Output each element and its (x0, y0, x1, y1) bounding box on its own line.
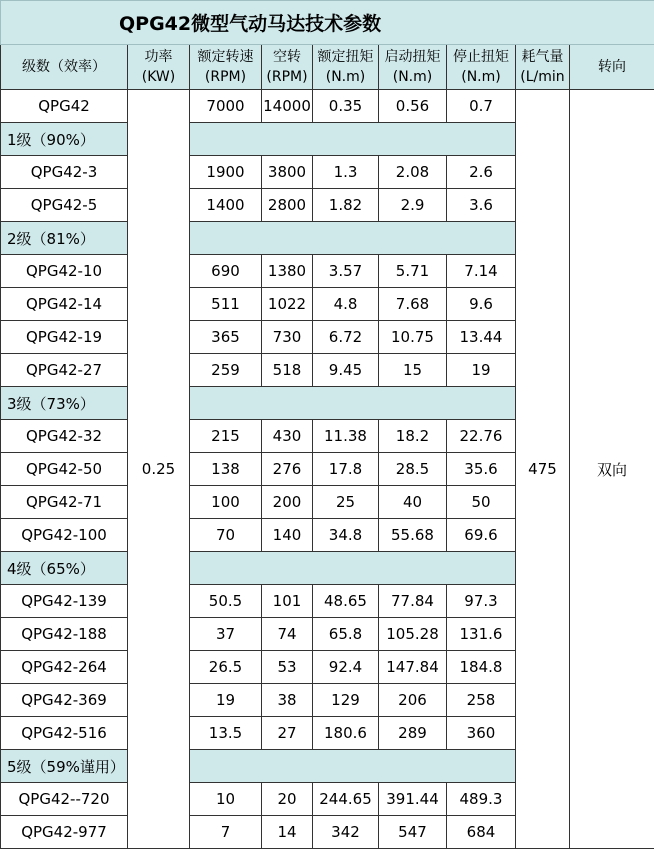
stop-cell: 489.3 (447, 783, 516, 816)
idle-cell: 3800 (262, 156, 313, 189)
level-fill (190, 750, 516, 783)
start-cell: 10.75 (379, 321, 447, 354)
rated-cell: 48.65 (313, 585, 379, 618)
idle-cell: 14000 (262, 90, 313, 123)
model-cell: QPG42-264 (1, 651, 128, 684)
stop-cell: 258 (447, 684, 516, 717)
start-cell: 5.71 (379, 255, 447, 288)
table-title: QPG42微型气动马达技术参数 (1, 1, 654, 45)
start-cell: 391.44 (379, 783, 447, 816)
stop-cell: 2.6 (447, 156, 516, 189)
model-cell: QPG42-139 (1, 585, 128, 618)
level-label: 3级（73%） (1, 387, 128, 420)
table-row (1, 90, 654, 123)
start-cell: 77.84 (379, 585, 447, 618)
start-cell: 147.84 (379, 651, 447, 684)
rated-cell: 6.72 (313, 321, 379, 354)
speed-cell: 690 (190, 255, 262, 288)
speed-cell: 37 (190, 618, 262, 651)
model-cell: QPG42-5 (1, 189, 128, 222)
speed-cell: 7000 (190, 90, 262, 123)
model-cell: QPG42-14 (1, 288, 128, 321)
start-cell: 2.08 (379, 156, 447, 189)
speed-cell: 1900 (190, 156, 262, 189)
idle-cell: 53 (262, 651, 313, 684)
air-consumption-cell: 475 (516, 90, 570, 849)
level-fill (190, 123, 516, 156)
rated-cell: 1.3 (313, 156, 379, 189)
header-air-consumption: 耗气量 (L/min (516, 45, 570, 90)
rated-cell: 342 (313, 816, 379, 849)
power-cell: 0.25 (128, 90, 190, 849)
header-stop-torque: 停止扭矩 (N.m) (447, 45, 516, 90)
speed-cell: 215 (190, 420, 262, 453)
model-cell: QPG42-10 (1, 255, 128, 288)
model-cell: QPG42-27 (1, 354, 128, 387)
header-start-torque: 启动扭矩 (N.m) (379, 45, 447, 90)
start-cell: 40 (379, 486, 447, 519)
idle-cell: 1380 (262, 255, 313, 288)
idle-cell: 140 (262, 519, 313, 552)
stop-cell: 684 (447, 816, 516, 849)
model-cell: QPG42-71 (1, 486, 128, 519)
start-cell: 55.68 (379, 519, 447, 552)
stop-cell: 35.6 (447, 453, 516, 486)
model-cell: QPG42-516 (1, 717, 128, 750)
rated-cell: 0.35 (313, 90, 379, 123)
model-cell: QPG42-369 (1, 684, 128, 717)
rated-cell: 92.4 (313, 651, 379, 684)
start-cell: 2.9 (379, 189, 447, 222)
stop-cell: 360 (447, 717, 516, 750)
stop-cell: 0.7 (447, 90, 516, 123)
rated-cell: 34.8 (313, 519, 379, 552)
start-cell: 289 (379, 717, 447, 750)
idle-cell: 27 (262, 717, 313, 750)
header-rated-speed: 额定转速 (RPM) (190, 45, 262, 90)
rated-cell: 1.82 (313, 189, 379, 222)
speed-cell: 100 (190, 486, 262, 519)
speed-cell: 50.5 (190, 585, 262, 618)
stop-cell: 7.14 (447, 255, 516, 288)
rated-cell: 4.8 (313, 288, 379, 321)
start-cell: 0.56 (379, 90, 447, 123)
stop-cell: 184.8 (447, 651, 516, 684)
model-cell: QPG42-100 (1, 519, 128, 552)
idle-cell: 2800 (262, 189, 313, 222)
speed-cell: 1400 (190, 189, 262, 222)
stop-cell: 3.6 (447, 189, 516, 222)
stop-cell: 13.44 (447, 321, 516, 354)
level-label: 1级（90%） (1, 123, 128, 156)
stop-cell: 19 (447, 354, 516, 387)
rated-cell: 17.8 (313, 453, 379, 486)
level-fill (190, 552, 516, 585)
speed-cell: 26.5 (190, 651, 262, 684)
model-cell: QPG42 (1, 90, 128, 123)
idle-cell: 74 (262, 618, 313, 651)
header-row (1, 45, 654, 90)
header-level: 级数（效率） (1, 45, 128, 90)
rated-cell: 65.8 (313, 618, 379, 651)
speed-cell: 10 (190, 783, 262, 816)
start-cell: 18.2 (379, 420, 447, 453)
level-label: 2级（81%） (1, 222, 128, 255)
level-label: 4级（65%） (1, 552, 128, 585)
start-cell: 28.5 (379, 453, 447, 486)
level-fill (190, 387, 516, 420)
idle-cell: 1022 (262, 288, 313, 321)
idle-cell: 518 (262, 354, 313, 387)
header-power: 功率 (KW) (128, 45, 190, 90)
idle-cell: 276 (262, 453, 313, 486)
start-cell: 105.28 (379, 618, 447, 651)
speed-cell: 365 (190, 321, 262, 354)
direction-cell: 双向 (570, 90, 654, 849)
model-cell: QPG42--720 (1, 783, 128, 816)
speed-cell: 7 (190, 816, 262, 849)
rated-cell: 3.57 (313, 255, 379, 288)
model-cell: QPG42-32 (1, 420, 128, 453)
stop-cell: 131.6 (447, 618, 516, 651)
stop-cell: 22.76 (447, 420, 516, 453)
header-idle-speed: 空转 (RPM) (262, 45, 313, 90)
start-cell: 206 (379, 684, 447, 717)
idle-cell: 14 (262, 816, 313, 849)
level-fill (190, 222, 516, 255)
speed-cell: 511 (190, 288, 262, 321)
model-cell: QPG42-50 (1, 453, 128, 486)
idle-cell: 730 (262, 321, 313, 354)
model-cell: QPG42-188 (1, 618, 128, 651)
header-rated-torque: 额定扭矩 (N.m) (313, 45, 379, 90)
speed-cell: 138 (190, 453, 262, 486)
speed-cell: 13.5 (190, 717, 262, 750)
start-cell: 15 (379, 354, 447, 387)
speed-cell: 259 (190, 354, 262, 387)
idle-cell: 200 (262, 486, 313, 519)
stop-cell: 50 (447, 486, 516, 519)
title-row (1, 1, 654, 45)
rated-cell: 129 (313, 684, 379, 717)
stop-cell: 9.6 (447, 288, 516, 321)
start-cell: 547 (379, 816, 447, 849)
idle-cell: 430 (262, 420, 313, 453)
rated-cell: 25 (313, 486, 379, 519)
stop-cell: 97.3 (447, 585, 516, 618)
speed-cell: 70 (190, 519, 262, 552)
header-direction: 转向 (570, 45, 654, 90)
model-cell: QPG42-3 (1, 156, 128, 189)
rated-cell: 244.65 (313, 783, 379, 816)
start-cell: 7.68 (379, 288, 447, 321)
rated-cell: 11.38 (313, 420, 379, 453)
speed-cell: 19 (190, 684, 262, 717)
stop-cell: 69.6 (447, 519, 516, 552)
model-cell: QPG42-19 (1, 321, 128, 354)
idle-cell: 20 (262, 783, 313, 816)
model-cell: QPG42-977 (1, 816, 128, 849)
rated-cell: 180.6 (313, 717, 379, 750)
idle-cell: 101 (262, 585, 313, 618)
level-label: 5级（59%谨用） (1, 750, 128, 783)
rated-cell: 9.45 (313, 354, 379, 387)
idle-cell: 38 (262, 684, 313, 717)
